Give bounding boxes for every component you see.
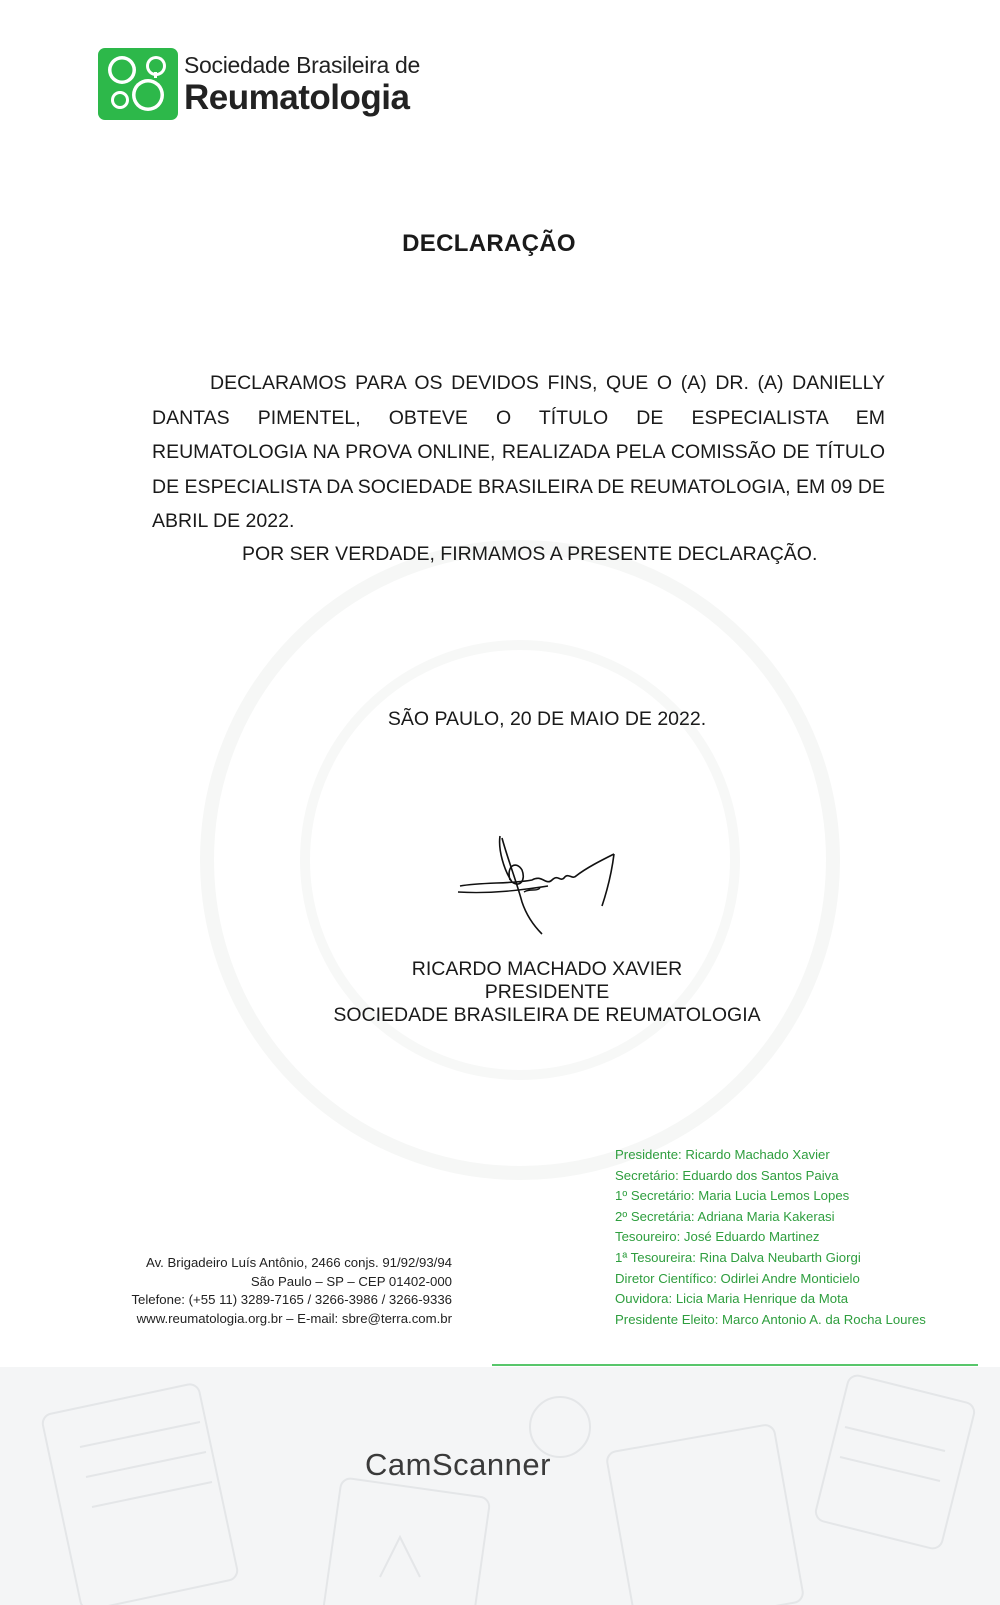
organization-name <box>184 51 421 117</box>
footer-green-rule <box>492 1364 978 1366</box>
sbr-logo-icon <box>98 48 178 120</box>
phone-line: Telefone: (+55 11) 3289-7165 / 3266-3986 / 3266-9336 <box>131 1292 452 1308</box>
board-member: Presidente: Ricardo Machado Xavier <box>615 1147 830 1162</box>
board-member: Secretário: Eduardo dos Santos Paiva <box>615 1167 839 1183</box>
board-of-directors <box>615 1145 926 1330</box>
board-member: Diretor Científico: Odirlei Andre Monticielo <box>615 1270 860 1286</box>
signer-block <box>0 958 1000 1027</box>
signer-name: RICARDO MACHADO XAVIER <box>411 958 683 980</box>
address-line: Av. Brigadeiro Luís Antônio, 2466 conjs. 91/92/93/94 <box>146 1255 452 1270</box>
board-member: 2º Secretária: Adriana Maria Kakerasi <box>615 1208 835 1224</box>
web-email-line: www.reumatologia.org.br – E-mail: sbre@terra.com.br <box>136 1310 452 1326</box>
handwritten-signature <box>452 830 622 940</box>
organization-name-line1: Sociedade Brasileira de <box>184 51 421 78</box>
signer-organization: SOCIEDADE BRASILEIRA DE REUMATOLOGIA <box>333 1004 761 1026</box>
address-line: São Paulo – SP – CEP 01402-000 <box>250 1273 452 1289</box>
declaration-closing: POR SER VERDADE, FIRMAMOS A PRESENTE DECLARAÇÃO. <box>242 543 818 565</box>
signer-role: PRESIDENTE <box>484 981 610 1003</box>
organization-logo <box>98 48 420 120</box>
board-member: Presidente Eleito: Marco Antonio A. da Rocha Loures <box>615 1311 926 1327</box>
declaration-body: DECLARAMOS PARA OS DEVIDOS FINS, QUE O (A) DR. (A) DANIELLY DANTAS PIMENTEL, OBTEVE O TÍTULO DE ESPECIALISTA EM REUMATOLOGIA NA PROVA ONLINE, REALIZADA PELA COMISSÃO DE TÍTULO DE ESPECIALISTA DA SOCIEDADE BRASILEIRA DE REUMATOLOGIA, EM 09 DE ABRIL DE 2022. <box>152 372 885 532</box>
board-member: 1º Secretário: Maria Lucia Lemos Lopes <box>615 1188 850 1204</box>
camscanner-brand-text: CamScanner <box>365 1447 551 1482</box>
board-member: Ouvidora: Licia Maria Henrique da Mota <box>615 1291 849 1307</box>
board-member: 1ª Tesoureira: Rina Dalva Neubarth Giorgi <box>615 1249 861 1265</box>
organization-address <box>131 1254 452 1328</box>
board-member: Tesoureiro: José Eduardo Martinez <box>615 1229 820 1245</box>
footer-background-pattern <box>0 1367 1000 1605</box>
document-title: DECLARAÇÃO <box>402 230 576 257</box>
camscanner-footer <box>0 1367 1000 1605</box>
place-and-date: SÃO PAULO, 20 DE MAIO DE 2022. <box>387 708 707 730</box>
organization-name-line2: Reumatologia <box>184 77 410 117</box>
